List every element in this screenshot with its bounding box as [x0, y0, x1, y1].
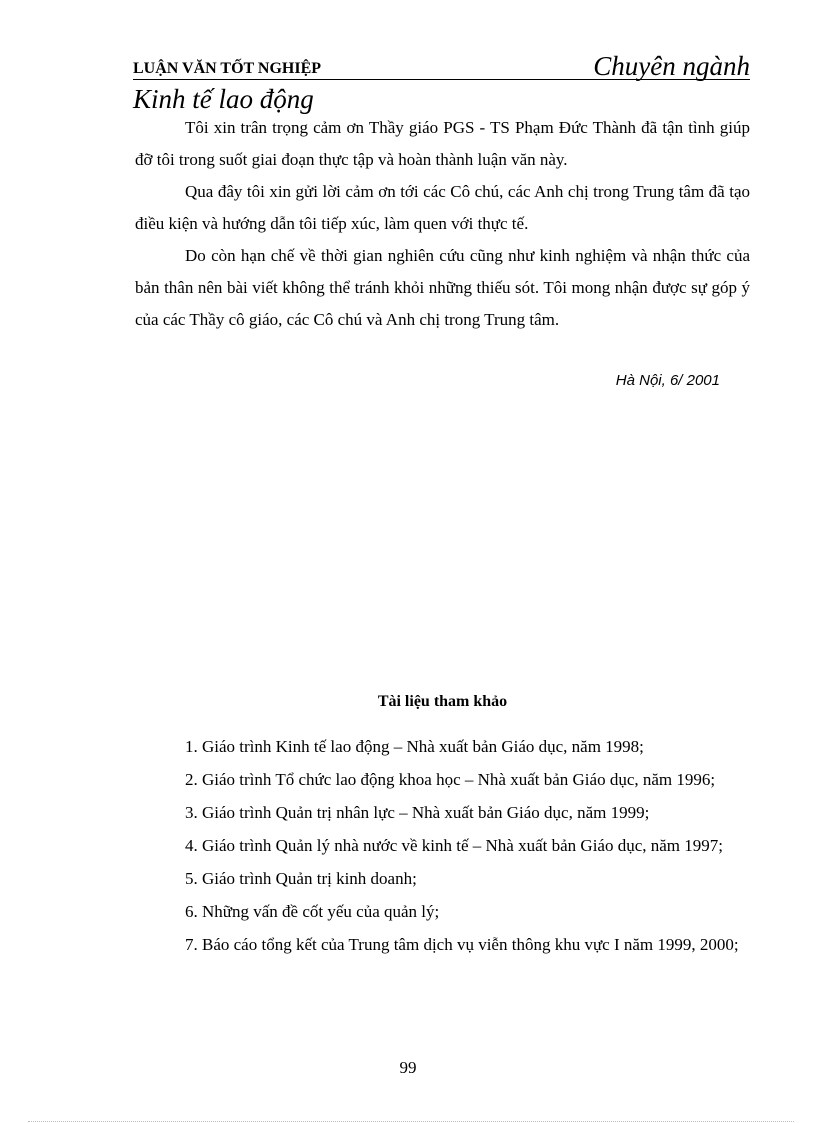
- reference-item: 4. Giáo trình Quản lý nhà nước về kinh tế – Nhà xuất bản Giáo dục, năm 1997;: [185, 836, 723, 855]
- header-subtitle: Kinh tế lao động: [133, 84, 314, 114]
- reference-item: 2. Giáo trình Tổ chức lao động khoa học – Nhà xuất bản Giáo dục, năm 1996;: [185, 770, 716, 789]
- reference-item: 7. Báo cáo tổng kết của Trung tâm dịch vụ viễn thông khu vực I năm 1999, 2000;: [185, 935, 739, 954]
- reference-item: 5. Giáo trình Quản trị kinh doanh;: [185, 869, 417, 888]
- reference-item: 3. Giáo trình Quản trị nhân lực – Nhà xuất bản Giáo dục, năm 1999;: [185, 803, 650, 822]
- signoff-place-date: Hà Nội, 6/ 2001: [615, 372, 720, 389]
- acknowledgement-paragraph: Do còn hạn chế về thời gian nghiên cứu cũng như kinh nghiệm và nhận thức của bản thân nên bài viết không thể tránh khỏi những thiếu sót. Tôi mong nhận được sự góp ý của các Thầy cô giáo, các Cô chú và Anh chị trong Trung tâm.: [135, 246, 750, 329]
- page-number: 99: [399, 1058, 417, 1077]
- header-rule: [133, 79, 750, 80]
- header-right-title: Chuyên ngành: [593, 51, 750, 81]
- references-list: [135, 730, 750, 961]
- acknowledgements-section: [135, 112, 750, 336]
- reference-item: 1. Giáo trình Kinh tế lao động – Nhà xuất bản Giáo dục, năm 1998;: [185, 737, 644, 756]
- footer-rule: [28, 1121, 794, 1122]
- header-left-title: LUẬN VĂN TỐT NGHIỆP: [133, 60, 322, 77]
- reference-item: 6. Những vấn đề cốt yếu của quản lý;: [185, 902, 440, 921]
- acknowledgement-paragraph: Qua đây tôi xin gửi lời cảm ơn tới các Cô chú, các Anh chị trong Trung tâm đã tạo điều kiện và hướng dẫn tôi tiếp xúc, làm quen với thực tế.: [135, 182, 750, 233]
- page-header: [133, 52, 750, 80]
- acknowledgement-paragraph: Tôi xin trân trọng cảm ơn Thầy giáo PGS - TS Phạm Đức Thành đã tận tình giúp đỡ tôi trong suốt giai đoạn thực tập và hoàn thành luận văn này.: [135, 118, 750, 169]
- references-title: Tài liệu tham khảo: [377, 693, 508, 710]
